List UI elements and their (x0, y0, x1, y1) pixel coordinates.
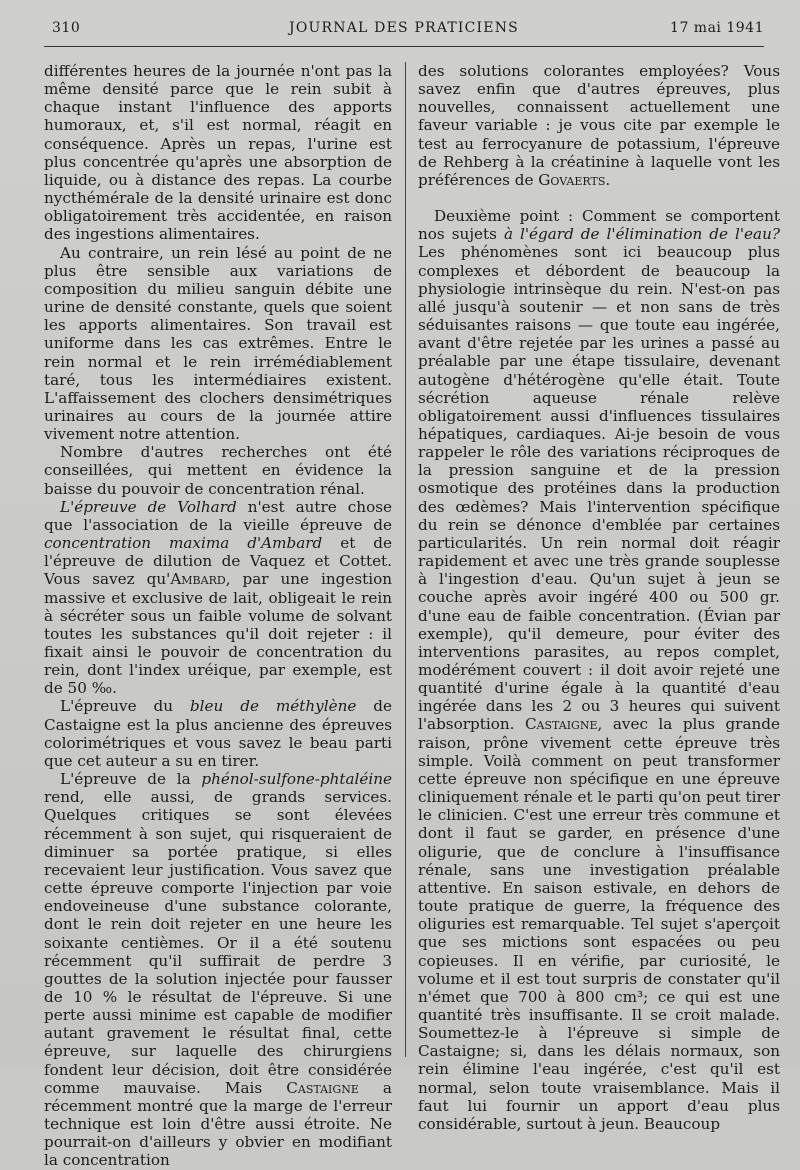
italic-run: à l'égard de l'élimination de l'eau? (503, 225, 781, 244)
small-caps-run: Ambard (170, 570, 226, 589)
column-separator (405, 62, 406, 1057)
text-run: Deuxième point : Comment se comportent nos sujets (418, 207, 780, 244)
italic-run: bleu de méthylène (189, 697, 357, 716)
text-run: différentes heures de la journée n'ont pas la même densité parce que le rein subit à chaque instant l'influence des apports humoraux, et, s'il est normal, réagit en conséquence. Après un repas, l'urine est plus concentrée qu'après une absorption de liquide, ou à distance des repas. La courbe nycthémérale de la densité urinaire est donc obligatoirement très accidentée, en raison des ingestions alimentaires. (44, 62, 392, 244)
page-header (44, 20, 764, 42)
text-run: rend, elle aussi, de grands services. Quelques critiques se sont élevées récemment à son sujet, qui risqueraient de diminuer sa portée pratique, si elles recevaient leur justification. Vous savez que cette épreuve comporte l'injection par voie endoveineuse d'une substance colorante, dont le rein doit rejeter en une heure les soixante centièmes. Or il a été soutenu récemment qu'il suffirait de perdre 3 gouttes de la solution injectée pour fausser de 10 % le résultat de l'épreuve. Si une perte aussi minime est capable de modifier autant gravement le résultat final, cette épreuve, sur laquelle des chirurgiens fondent leur décision, doit être considérée comme mauvaise. Mais (44, 788, 392, 1097)
text-run: n'est autre chose que l'association de la vieille épreuve de (44, 497, 392, 534)
text-run: . (605, 170, 611, 189)
paragraph (44, 62, 392, 244)
text-run: L'épreuve de la (60, 770, 202, 789)
paragraph (44, 498, 392, 698)
italic-run: L'épreuve de Volhard (60, 497, 237, 516)
journal-title: JOURNAL DES PRATICIENS (289, 20, 519, 36)
paragraph (44, 443, 392, 497)
text-run: , avec la plus grande raison, prône vivement cette épreuve très simple. Voilà comment on peut transformer cette épreuve non spécifique en une épreuve cliniquement rénale et le parti qu'on peut tirer le clinicien. C'est une erreur très commune et dont il faut se garder, en présence d'une oligurie, que de conclure à l'insuffisance rénale, sans une investigation préalable attentive. En saison estivale, en dehors de toute pratique de guerre, la fréquence des oliguries est remarquable. Tel sujet s'aperçoit que ses mictions sont espacées ou peu copieuses. Il en vérifie, par curiosité, le volume et il est tout surpris de constater qu'il n'émet que 700 à 800 cm³; ce qui est une quantité très insuffisante. Il se croit malade. Soumettez-le à l'épreuve si simple de Castaigne; si, dans les délais normaux, son rein élimine l'eau ingérée, c'est qu'il est normal, selon toute vraisemblance. Mais il faut lui fournir un apport d'eau plus considérable, surtout à jeun. Beaucoup (418, 715, 780, 1133)
text-run: L'épreuve du (60, 697, 190, 716)
italic-run: phénol-sulfone-phtaléine (201, 770, 392, 789)
left-column (44, 62, 393, 1170)
text-run: des solutions colorantes employées? Vous savez enfin que d'autres épreuves, plus nouvelles, connaissent actuellement une faveur variable : je vous cite par exemple le test au ferrocyanure de potassium, l'épreuve de Rehberg à la créatinine à laquelle vont les préférences de (418, 62, 780, 189)
italic-run: concentration maxima d'Ambard (44, 534, 323, 553)
paragraph (44, 770, 392, 1169)
header-rule (44, 46, 764, 47)
issue-date: 17 mai 1941 (670, 20, 764, 36)
paragraph (418, 62, 780, 189)
text-run: de Castaigne est la plus ancienne des épreuves colorimétriques et vous savez le beau parti que cet auteur a su en tirer. (44, 697, 393, 770)
paragraph (44, 697, 392, 770)
paragraph (418, 207, 780, 1133)
text-run: Nombre d'autres recherches ont été conseillées, qui mettent en évidence la baisse du pouvoir de concentration rénal. (44, 443, 392, 498)
text-run: Les phénomènes sont ici beaucoup plus complexes et débordent de beaucoup la physiologie intrinsèque du rein. N'est-on pas allé jusqu'à soutenir — et non sans de très séduisantes raisons — que toute eau ingérée, avant d'être rejetée par les urines a passé au préalable par une étape tissulaire, devenant autogène d'hétérogène qu'elle était. Toute sécrétion aqueuse rénale relève obligatoirement aussi d'influences tissulaires hépatiques, cardiaques. Ai-je besoin de vous rappeler le rôle des variations réciproques de la pression sanguine et de la pression osmotique des protéines dans la production des œdèmes? Mais l'intervention spécifique du rein se dénonce d'emblée par certaines particularités. Un rein normal doit réagir rapidement et avec une très grande souplesse à l'ingestion d'eau. Qu'un sujet à jeun se couche après avoir ingéré 400 ou 500 gr. d'une eau de faible concentration. (Évian par exemple), qu'il demeure, pour éviter des interventions parasites, au repos complet, modérément couvert : il doit avoir rejeté une quantité d'urine égale à la quantité d'eau ingérée dans les 2 ou 3 heures qui suivent l'absorption. (418, 243, 780, 734)
small-caps-run: Castaigne (524, 715, 598, 734)
paragraph (44, 244, 392, 444)
text-run: Au contraire, un rein lésé au point de ne plus être sensible aux variations de composition du milieu sanguin débite une urine de densité constante, quels que soient les apports alimentaires. Son travail est uniforme dans les cas extrêmes. Entre le rein normal et le rein irrémédiablement taré, tous les intermédiaires existent. L'affaissement des clochers densimétriques urinaires au cours de la journée attire vivement notre attention. (44, 243, 392, 444)
text-run: et de l'épreuve de dilution de Vaquez et Cottet. Vous savez qu' (44, 534, 392, 589)
small-caps-run: Castaigne (286, 1078, 359, 1097)
page-number: 310 (52, 20, 81, 36)
text-run: , par une ingestion massive et exclusive de lait, obligeait le rein à sécréter sous un faible volume de solvant toutes les substances qu'il doit rejeter : il fixait ainsi le pouvoir de concentration du rein, dont l'index uréique, par exemple, est de 50 ‰. (44, 570, 392, 698)
right-column (418, 62, 781, 1133)
text-run: a récemment montré que la marge de l'erreur technique est loin d'être aussi étroite. Ne pourrait-on d'ailleurs y obvier en modifiant la concentration (44, 1078, 392, 1170)
small-caps-run: Govaerts (538, 170, 606, 189)
